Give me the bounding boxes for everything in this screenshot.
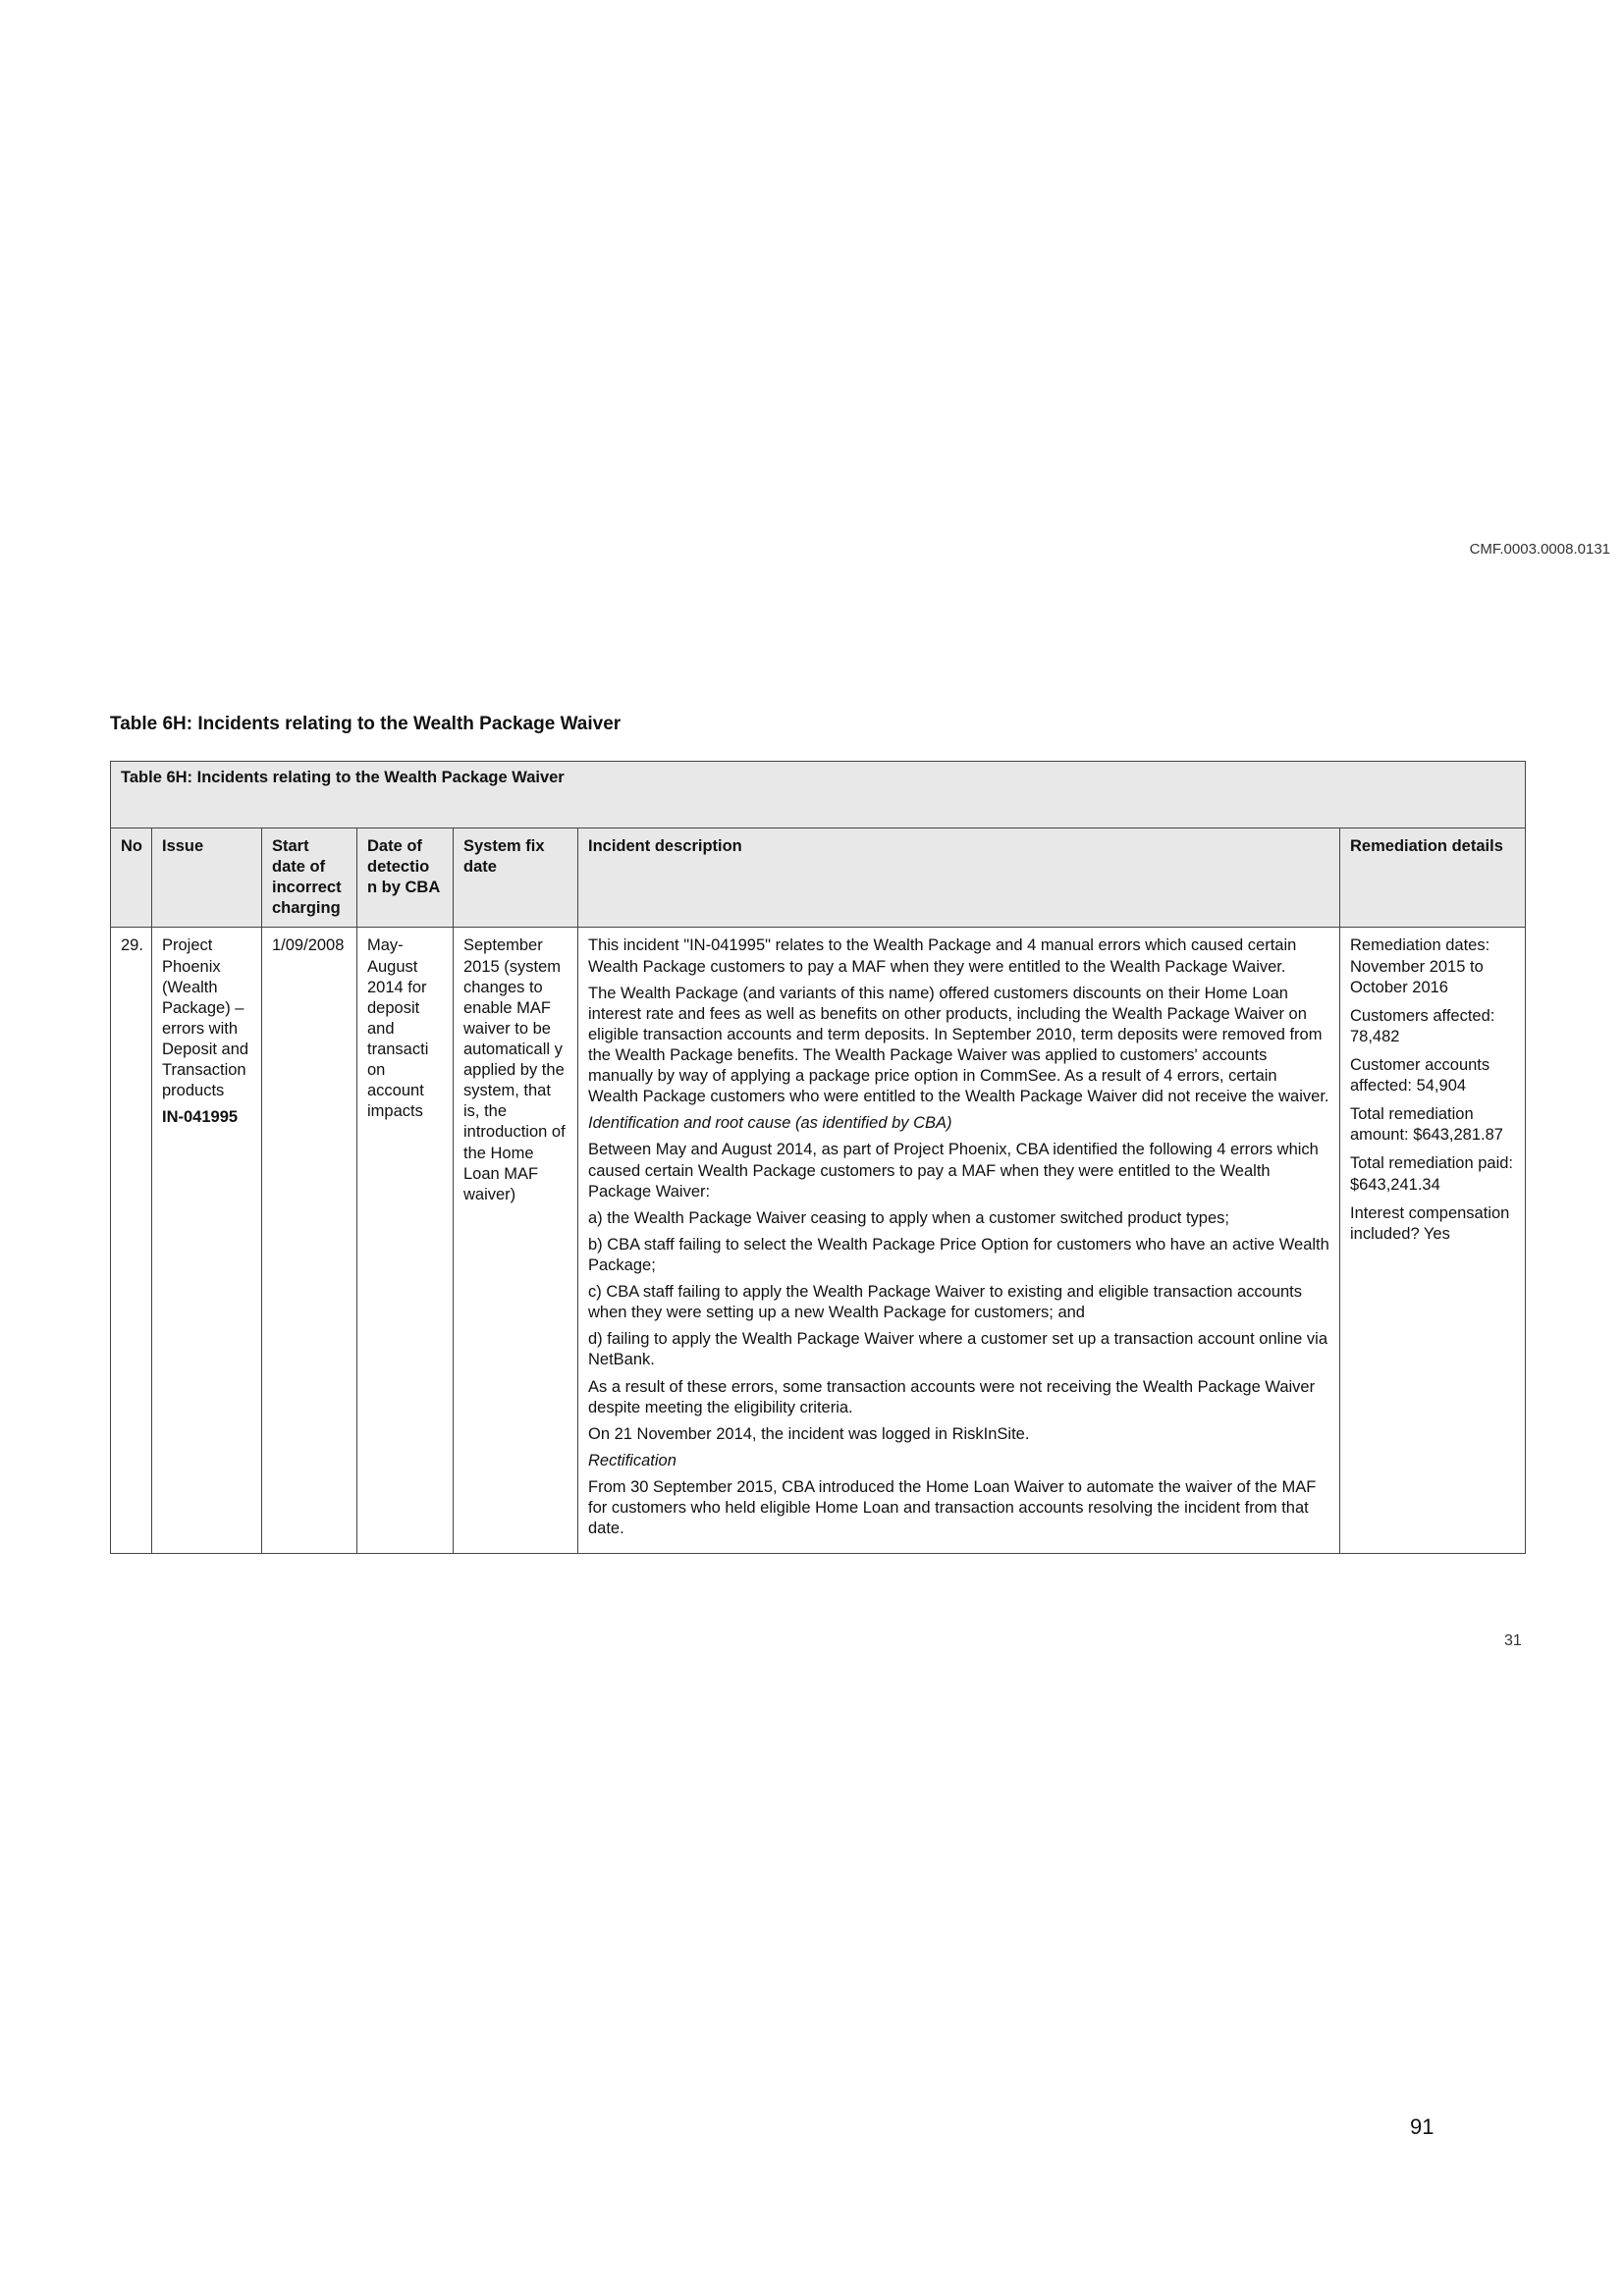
- remediation-interest: Interest compensation included? Yes: [1350, 1203, 1510, 1243]
- issue-code: IN-041995: [162, 1108, 239, 1127]
- description-paragraph: This incident "IN-041995" relates to the Wealth Package and 4 manual errors which caused certain Wealth Package customers to pay a MAF when they were entitled to the Wealth Package Waiver.: [588, 936, 1297, 976]
- description-paragraph: On 21 November 2014, the incident was logged in RiskInSite.: [588, 1424, 1030, 1443]
- remediation-amount: Total remediation amount: $643,281.87: [1350, 1105, 1503, 1145]
- cell-detection-date: May-August 2014 for deposit and transacti on account impacts: [357, 928, 454, 1554]
- description-list-item: a) the Wealth Package Waiver ceasing to apply when a customer switched product types;: [588, 1208, 1229, 1227]
- issue-text: Project Phoenix (Wealth Package) – errors with Deposit and Transaction products: [162, 936, 249, 1100]
- description-paragraph: The Wealth Package (and variants of this name) offered customers discounts on their Home Loan interest rate and fees as well as benefits on other products, including the Wealth Package Waiver on eligible transaction accounts and term deposits. In September 2010, term deposits were removed from the Wealth Package benefits. The Wealth Package Waiver was applied to customers' accounts manually by way of applying a package price option in CommSee. As a result of 4 errors, certain Wealth Package customers who were entitled to the Wealth Package Waiver did not receive the waiver.: [588, 984, 1329, 1106]
- description-list-item: c) CBA staff failing to apply the Wealth Package Waiver to existing and eligible transaction accounts when they were setting up a new Wealth Package for customers; and: [588, 1283, 1303, 1322]
- cell-remediation: [1340, 928, 1526, 1554]
- description-subheading: Rectification: [588, 1451, 677, 1469]
- incidents-table: [110, 761, 1526, 1554]
- cell-fix-date: September 2015 (system changes to enable MAF waiver to be automaticall y applied by the system, that is, the introduction of the Home Loan MAF waiver): [454, 928, 578, 1554]
- page-title: Table 6H: Incidents relating to the Wealth Package Waiver: [110, 714, 622, 734]
- description-paragraph: As a result of these errors, some transaction accounts were not receiving the Wealth Package Waiver despite meeting the eligibility criteria.: [588, 1377, 1316, 1416]
- header-detection-date: Date of detectio n by CBA: [357, 828, 454, 928]
- table-row: [111, 928, 1526, 1554]
- cell-issue: [152, 928, 262, 1554]
- header-issue: Issue: [152, 828, 262, 928]
- header-description: Incident description: [578, 828, 1340, 928]
- description-list-item: b) CBA staff failing to select the Wealth Package Price Option for customers who have an active Wealth Package;: [588, 1235, 1329, 1274]
- header-no: No: [111, 828, 152, 928]
- cell-start-date: 1/09/2008: [262, 928, 357, 1554]
- table-page-number: 31: [1504, 1632, 1522, 1649]
- header-start-date: Start date of incorrect charging: [262, 828, 357, 928]
- remediation-paid: Total remediation paid: $643,241.34: [1350, 1154, 1514, 1194]
- description-paragraph: From 30 September 2015, CBA introduced the Home Loan Waiver to automate the waiver of the MAF for customers who held eligible Home Loan and transaction accounts resolving the incident from that date.: [588, 1477, 1317, 1538]
- description-subheading: Identification and root cause (as identified by CBA): [588, 1114, 952, 1133]
- document-id: CMF.0003.0008.0131: [1469, 541, 1610, 558]
- remediation-accounts: Customer accounts affected: 54,904: [1350, 1055, 1490, 1095]
- description-list-item: d) failing to apply the Wealth Package Waiver where a customer set up a transaction account online via NetBank.: [588, 1330, 1327, 1369]
- remediation-dates: Remediation dates: November 2015 to October 2016: [1350, 936, 1490, 996]
- cell-description: [578, 928, 1340, 1554]
- cell-no: 29.: [111, 928, 152, 1554]
- table-caption: Table 6H: Incidents relating to the Wealth Package Waiver: [111, 762, 1526, 828]
- header-fix-date: System fix date: [454, 828, 578, 928]
- table-header-row: [111, 828, 1526, 928]
- remediation-customers: Customers affected: 78,482: [1350, 1006, 1495, 1045]
- page-number: 91: [1410, 2114, 1435, 2139]
- header-remediation: Remediation details: [1340, 828, 1526, 928]
- description-paragraph: Between May and August 2014, as part of Project Phoenix, CBA identified the following 4 errors which caused certain Wealth Package customers to pay a MAF when they were entitled to the Wealth Package Waiver:: [588, 1141, 1319, 1201]
